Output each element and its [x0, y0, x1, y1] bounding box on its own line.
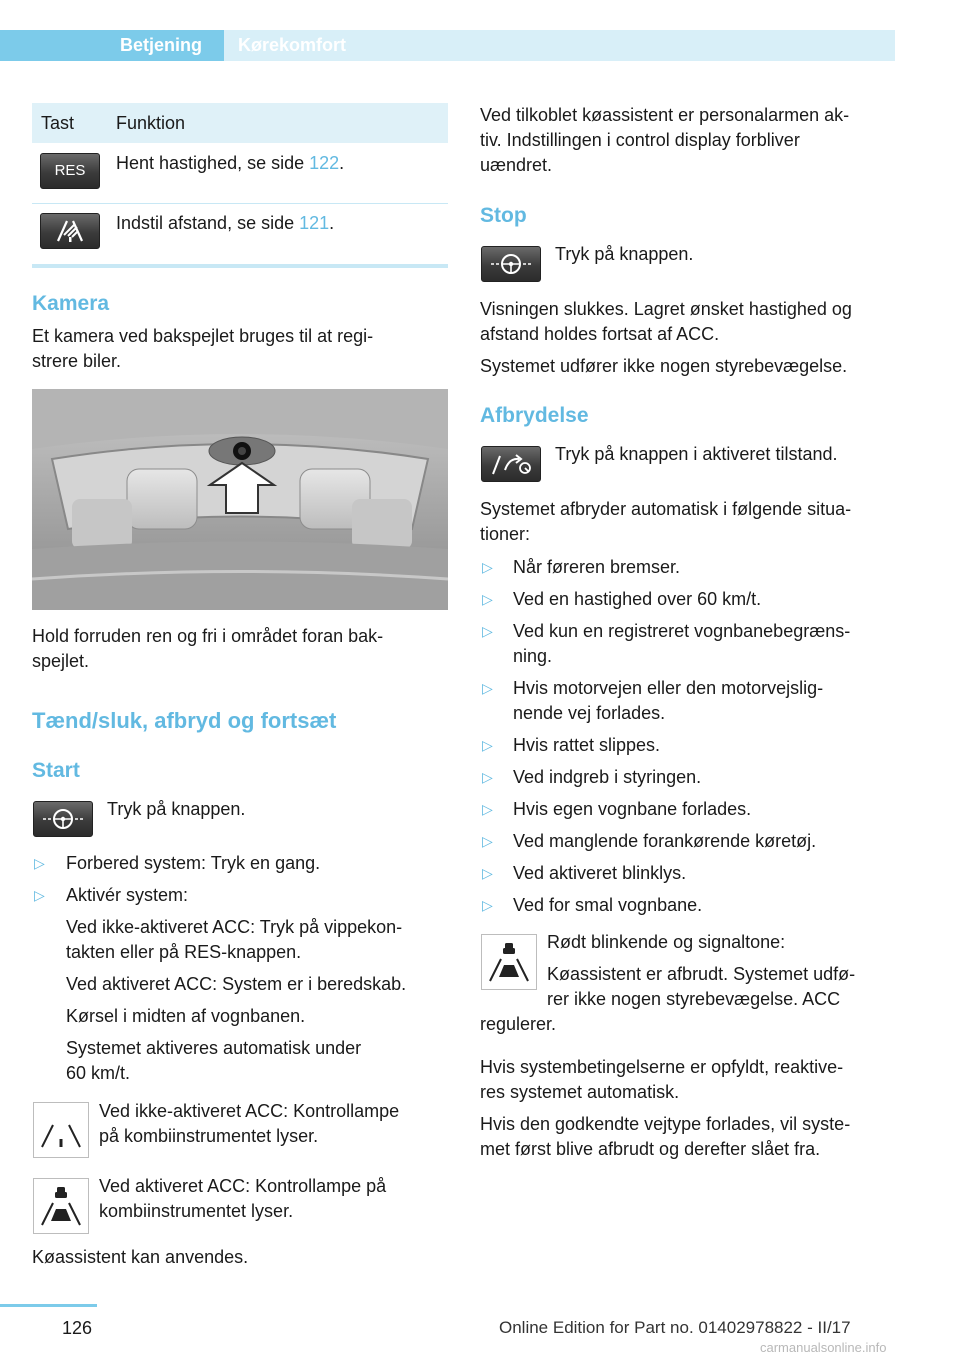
lane-assist-button-icon — [33, 801, 93, 837]
lamp-active-text — [99, 1174, 449, 1224]
triangle-bullet-icon: ▷ — [482, 769, 493, 785]
distance-button-icon — [40, 213, 100, 249]
header-accent — [0, 30, 98, 61]
footer-rule — [0, 1304, 97, 1307]
list-item — [480, 893, 900, 918]
list-item-text: Ved aktiveret blinklys. — [513, 863, 687, 883]
triangle-bullet-icon: ▷ — [482, 559, 493, 575]
section-heading-afbrydelse: Afbrydelse — [480, 404, 589, 427]
lane-lamp-warning-icon — [481, 934, 537, 990]
text-line: Ved ikke-aktiveret ACC: Kontrollampe — [99, 1101, 400, 1121]
section-heading-start: Start — [32, 759, 80, 782]
list-item — [480, 619, 900, 669]
list-item-text: nende vej forlades. — [513, 703, 666, 723]
text-line: spejlet. — [32, 651, 90, 671]
text-line: Ved aktiveret ACC: Kontrollampe på — [99, 1176, 387, 1196]
text-line: Hvis systembetingelserne er opfyldt, reaktive- — [480, 1057, 844, 1077]
start-final-text: Køassistent kan anvendes. — [32, 1247, 249, 1267]
text-line: Systemet aktiveres automatisk under — [66, 1038, 362, 1058]
edition-text: Online Edition for Part no. 01402978822 - II/17 — [499, 1318, 851, 1337]
interrupt-instruction: Tryk på knappen i aktiveret tilstand. — [555, 444, 838, 464]
triangle-bullet-icon: ▷ — [482, 833, 493, 849]
text-line: Ved ikke-aktiveret ACC: Tryk på vippekon- — [66, 917, 403, 937]
text-line: Visningen slukkes. Lagret ønsket hastighed og — [480, 299, 852, 319]
start-list — [32, 851, 452, 1086]
section-heading-kamera: Kamera — [32, 292, 110, 315]
list-item-text: Ved for smal vognbane. — [513, 895, 703, 915]
stop-instruction: Tryk på knappen. — [555, 244, 694, 264]
text-line: kombiinstrumentet lyser. — [99, 1201, 294, 1221]
text-line: Systemet udfører ikke nogen styrebevægelse. — [480, 356, 848, 376]
list-item — [480, 676, 900, 726]
camera-intro — [32, 324, 452, 374]
text-line: Kørsel i midten af vognbanen. — [66, 1006, 306, 1026]
sub-paragraph — [32, 972, 452, 997]
col-func-header: Funktion — [116, 113, 186, 133]
section-heading-onoff: Tænd/sluk, afbryd og fortsæt — [32, 708, 337, 733]
list-item-text: Hvis egen vognbane forlades. — [513, 799, 752, 819]
lane-lamp-inactive-icon — [33, 1102, 89, 1158]
text-line: Hvis den godkendte vejtype forlades, vil syste- — [480, 1114, 851, 1134]
list-item — [480, 829, 900, 854]
lane-assist-button-icon — [481, 246, 541, 282]
list-item-text: Ved en hastighed over 60 km/t. — [513, 589, 762, 609]
text-line: afstand holdes fortsat af ACC. — [480, 324, 720, 344]
list-item-text: Ved kun en registreret vognbanebegræns- — [513, 621, 851, 641]
text-line: Ved tilkoblet køassistent er personalarmen ak- — [480, 105, 850, 125]
text-line: strere biler. — [32, 351, 122, 371]
text-line: tiv. Indstillingen i control display forbliver — [480, 130, 800, 150]
text-line: Køassistent er afbrudt. Systemet udfø- — [547, 964, 856, 984]
list-item-text: ning. — [513, 646, 553, 666]
text-line: tioner: — [480, 524, 531, 544]
list-item — [32, 851, 452, 876]
list-item-text: Hvis rattet slippes. — [513, 735, 661, 755]
list-item — [480, 765, 900, 790]
list-item-text: Hvis motorvejen eller den motorvejslig- — [513, 678, 824, 698]
list-item-text: Forbered system: Tryk en gang. — [66, 853, 321, 873]
col-key-header: Tast — [41, 113, 75, 133]
interrupt-intro — [480, 497, 900, 547]
text-line: 60 km/t. — [66, 1063, 131, 1083]
triangle-bullet-icon: ▷ — [482, 801, 493, 817]
triangle-bullet-icon: ▷ — [34, 855, 45, 871]
row-text: Hent hastighed, se side — [116, 153, 310, 173]
windshield-camera-photo — [32, 389, 448, 610]
tab-betjening[interactable]: Betjening — [98, 30, 224, 61]
text-line: Systemet afbryder automatisk i følgende situa- — [480, 499, 852, 519]
interrupt-list — [480, 555, 900, 925]
triangle-bullet-icon: ▷ — [482, 680, 493, 696]
triangle-bullet-icon: ▷ — [482, 737, 493, 753]
text-line: rer ikke nogen styrebevægelse. ACC — [547, 989, 841, 1009]
text-line: takten eller på RES-knappen. — [66, 942, 302, 962]
row-text: Indstil afstand, se side — [116, 213, 300, 233]
page-link-122[interactable]: 122 — [309, 153, 340, 173]
header-bar — [0, 30, 895, 61]
table-row — [116, 211, 334, 236]
list-item-text: Ved indgreb i styringen. — [513, 767, 702, 787]
list-item — [480, 555, 900, 580]
watermark: carmanualsonline.info — [760, 1340, 887, 1355]
table-header — [32, 103, 448, 143]
list-item-text: Aktivér system: — [66, 885, 189, 905]
camera-note — [32, 624, 452, 674]
warning-text — [547, 930, 907, 1012]
text-line: met først blive afbrudt og derefter slået fra. — [480, 1139, 821, 1159]
stop-text — [480, 297, 900, 379]
triangle-bullet-icon: ▷ — [482, 591, 493, 607]
triangle-bullet-icon: ▷ — [482, 623, 493, 639]
reactivate-text — [480, 1055, 900, 1162]
list-item — [32, 883, 452, 908]
triangle-bullet-icon: ▷ — [34, 887, 45, 903]
res-button-icon: RES — [40, 153, 100, 189]
section-heading-stop: Stop — [480, 204, 527, 227]
list-item-text: Ved manglende forankørende køretøj. — [513, 831, 817, 851]
text-line: Hold forruden ren og fri i området foran bak- — [32, 626, 384, 646]
table-row — [116, 151, 344, 176]
interrupt-button-icon — [481, 446, 541, 482]
triangle-bullet-icon: ▷ — [482, 897, 493, 913]
text-line: Rødt blinkende og signaltone: — [547, 932, 786, 952]
period: . — [339, 153, 345, 173]
personal-alarm-note — [480, 103, 900, 178]
text-line: Ved aktiveret ACC: System er i beredskab. — [66, 974, 407, 994]
sub-paragraph — [32, 1036, 452, 1086]
list-item — [480, 587, 900, 612]
list-item — [480, 733, 900, 758]
row-divider — [32, 203, 448, 204]
text-line: res systemet automatisk. — [480, 1082, 680, 1102]
triangle-bullet-icon: ▷ — [482, 865, 493, 881]
list-item — [480, 861, 900, 886]
start-instruction: Tryk på knappen. — [107, 799, 246, 819]
lane-lamp-active-icon — [33, 1178, 89, 1234]
text-line: Et kamera ved bakspejlet bruges til at regi- — [32, 326, 374, 346]
sub-paragraph — [32, 915, 452, 965]
list-item — [480, 797, 900, 822]
period: . — [329, 213, 335, 233]
lamp-inactive-text — [99, 1099, 449, 1149]
table-end-rule — [32, 264, 448, 268]
page-number: 126 — [62, 1318, 93, 1338]
warning-text-tail: regulerer. — [480, 1014, 557, 1034]
text-line: på kombiinstrumentet lyser. — [99, 1126, 319, 1146]
text-line: uændret. — [480, 155, 553, 175]
list-item-text: Når føreren bremser. — [513, 557, 681, 577]
page-link-121[interactable]: 121 — [299, 213, 330, 233]
tab-korekomfort[interactable]: Kørekomfort — [238, 35, 347, 55]
sub-paragraph — [32, 1004, 452, 1029]
